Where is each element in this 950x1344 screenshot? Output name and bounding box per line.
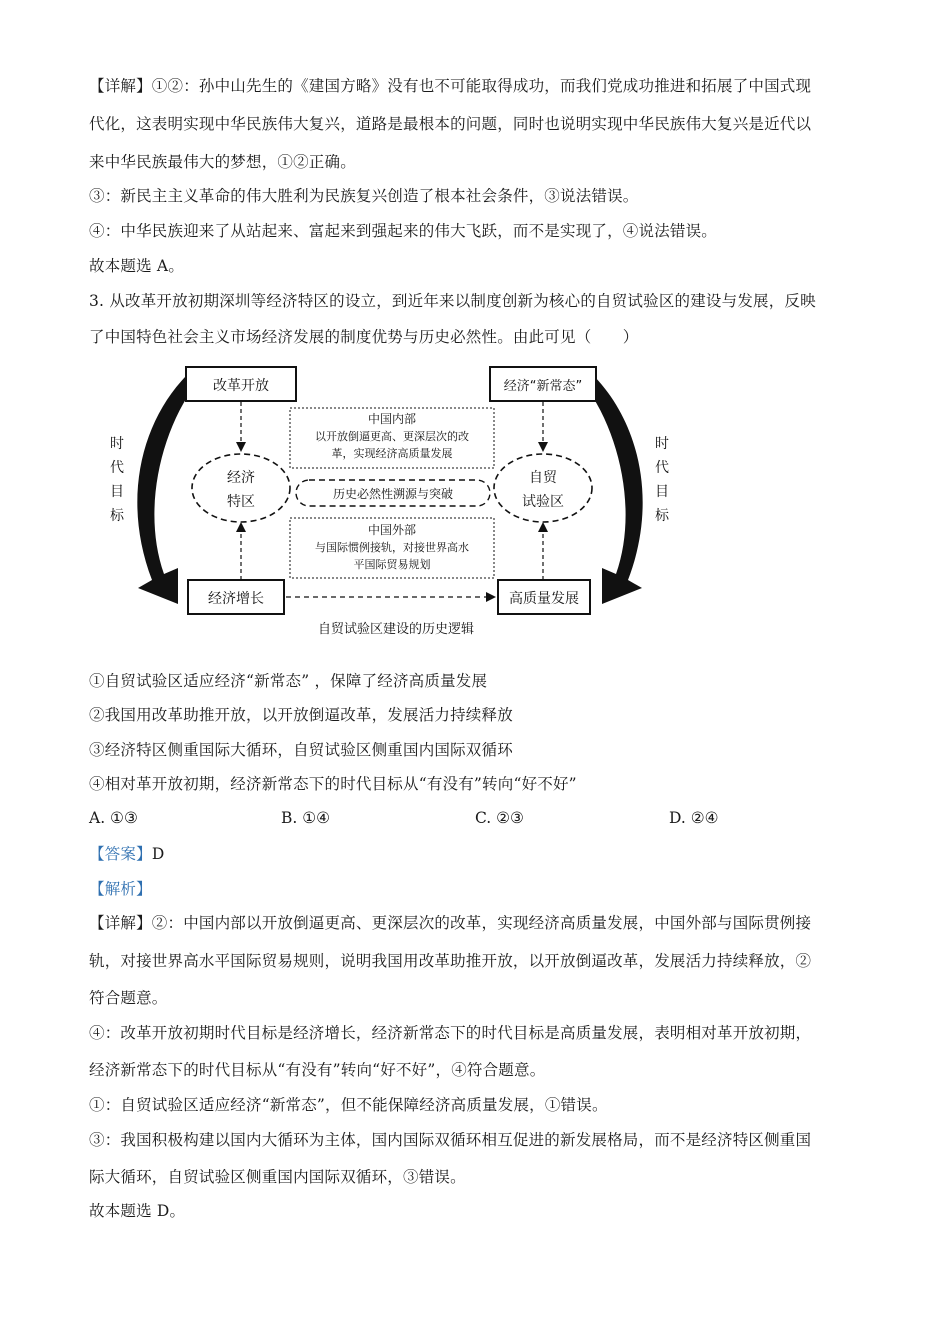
inner-box-title: 中国内部 [367,412,417,426]
answer-label: 【答案】 [89,845,152,863]
option-b: B. ①④ [281,809,331,827]
explanation-line: 际大循环，自贸试验区侧重国内国际双循环，③错误。 [89,1168,466,1186]
explanation-line: ④：改革开放初期时代目标是经济增长，经济新常态下的时代目标是高质量发展，表明相对革开放初期， [89,1024,812,1042]
box-quality-label: 高质量发展 [509,591,579,607]
side-label-char: 目 [110,484,124,500]
outer-box-title: 中国外部 [367,523,417,537]
prev-explanation-line: ③：新民主主义革命的伟大胜利为民族复兴创造了根本社会条件，③说法错误。 [89,187,639,205]
arrow-down-icon [236,442,246,452]
side-label-char: 代 [110,460,124,476]
explanation-line: 【详解】②：中国内部以开放倒逼更高、更深层次的改革，实现经济高质量发展，中国外部与国际贯例接 [89,914,812,932]
side-label-char: 代 [655,460,669,476]
option-c: C. ②③ [475,809,524,827]
right-curved-arrow-icon [584,374,643,604]
side-label-char: 标 [655,508,669,524]
outer-box-text: 与国际惯例接轨，对接世界高水 [315,541,469,554]
ellipse-sez [192,454,290,522]
statement-1: ①自贸试验区适应经济“新常态” ，保障了经济高质量发展 [89,672,488,690]
statement-4: ④相对革开放初期，经济新常态下的时代目标从“有没有”转向“好不好” [89,775,577,793]
outer-box-text: 平国际贸易规划 [353,558,431,571]
option-d: D. ②④ [669,809,719,827]
center-pill-label: 历史必然性溯源与突破 [332,487,454,501]
explanation-line: 轨，对接世界高水平国际贸易规则，说明我国用改革助推开放，以开放倒逼改革，发展活力持续释放，② [89,952,812,970]
prev-explanation-line: 【详解】①②：孙中山先生的《建国方略》没有也不可能取得成功，而我们党成功推进和拓展了中国式现 [89,77,812,95]
arrow-up-icon [236,522,246,532]
box-new-normal-label: 经济“新常态” [503,379,583,394]
ellipse-sez-label: 特区 [227,494,255,510]
prev-explanation-line: ④：中华民族迎来了从站起来、富起来到强起来的伟大飞跃，而不是实现了，④说法错误。 [89,222,718,240]
arrow-up-icon [538,522,548,532]
box-reform-label: 改革开放 [213,378,269,394]
explanation-line: 符合题意。 [89,989,168,1007]
ellipse-ftz-label: 试验区 [522,494,564,510]
statement-3: ③经济特区侧重国际大循环，自贸试验区侧重国内国际双循环 [89,741,513,759]
ellipse-ftz [494,454,592,522]
side-label-char: 时 [110,436,124,452]
answer-value: D [151,845,165,863]
prev-conclusion: 故本题选 A。 [89,257,185,275]
side-label-char: 标 [110,508,124,524]
left-curved-arrow-icon [137,374,196,604]
explanation-line: ①：自贸试验区适应经济“新常态”，但不能保障经济高质量发展，①错误。 [89,1096,608,1114]
explanation-line: 经济新常态下的时代目标从“有没有”转向“好不好”，④符合题意。 [89,1061,546,1079]
prev-explanation-line: 来中华民族最伟大的梦想，①②正确。 [89,153,356,171]
arrow-down-icon [538,442,548,452]
analysis-label: 【解析】 [89,880,152,898]
history-logic-diagram [100,362,680,644]
conclusion: 故本题选 D。 [89,1202,186,1220]
ellipse-sez-label: 经济 [227,470,255,486]
prev-explanation-line: 代化，这表明实现中华民族伟大复兴，道路是最根本的问题，同时也说明实现中华民族伟大复兴是近代以 [89,115,812,133]
arrow-right-icon [486,592,496,602]
question-stem-line: 了中国特色社会主义市场经济发展的制度优势与历史必然性。由此可见（ ） [89,328,639,346]
inner-box-text: 以开放倒逼更高、更深层次的改 [315,430,469,443]
explanation-line: ③：我国积极构建以国内大循环为主体，国内国际双循环相互促进的新发展格局，而不是经济特区侧重国 [89,1131,812,1149]
question-stem-line: 3. 从改革开放初期深圳等经济特区的设立，到近年来以制度创新为核心的自贸试验区的建设与发展，反映 [89,292,816,310]
diagram-caption: 自贸试验区建设的历史逻辑 [317,622,475,637]
box-growth-label: 经济增长 [208,591,264,607]
statement-2: ②我国用改革助推开放，以开放倒逼改革，发展活力持续释放 [89,706,513,724]
ellipse-ftz-label: 自贸 [529,470,557,486]
option-a: A. ①③ [89,809,138,827]
answer-line [89,844,164,864]
side-label-char: 目 [655,484,669,500]
side-label-char: 时 [655,436,669,452]
inner-box-text: 革，实现经济高质量发展 [331,447,453,460]
